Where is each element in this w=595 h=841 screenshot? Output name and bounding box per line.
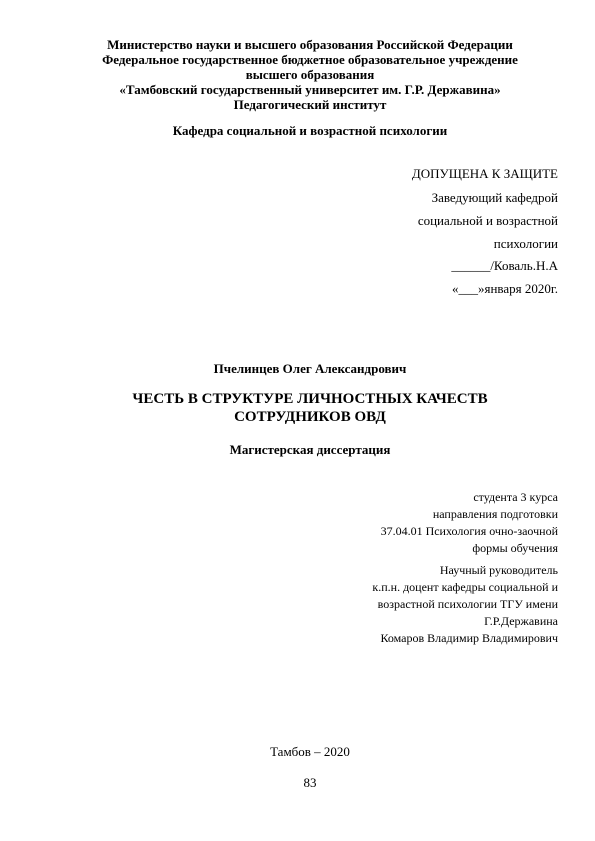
- university-type-line: Федеральное государственное бюджетное образовательное учреждение: [102, 52, 518, 67]
- approval-title: ДОПУЩЕНА К ЗАЩИТЕ: [411, 166, 558, 181]
- thesis-title-line-2: СОТРУДНИКОВ ОВД: [234, 409, 386, 425]
- supervisor-label: Научный руководитель: [439, 563, 558, 577]
- approval-line-department: социальной и возрастной: [417, 213, 558, 228]
- supervisor-info: [372, 562, 558, 647]
- supervisor-department: возрастной психологии ТГУ имени: [377, 597, 558, 611]
- approval-date: «___»января 2020г.: [451, 281, 558, 296]
- approval-line-head: Заведующий кафедрой: [431, 190, 558, 205]
- approval-line-psychology: психологии: [493, 236, 558, 251]
- student-program: 37.04.01 Психология очно-заочной: [380, 524, 558, 538]
- supervisor-position: к.п.н. доцент кафедры социальной и: [372, 580, 558, 594]
- student-info: [381, 489, 558, 557]
- student-course: студента 3 курса: [473, 490, 558, 504]
- university-name-line: «Тамбовский государственный университет им. Г.Р. Державина»: [119, 82, 501, 97]
- student-direction: направления подготовки: [432, 507, 558, 521]
- thesis-title: [40, 390, 580, 426]
- education-level-line: высшего образования: [245, 67, 375, 82]
- institute-line: Педагогический институт: [233, 97, 387, 112]
- approval-block: [258, 0, 558, 300]
- work-type: Магистерская диссертация: [229, 442, 391, 457]
- department-name: Кафедра социальной и возрастной психологии: [172, 123, 448, 138]
- supervisor-university: Г.Р.Державина: [484, 614, 558, 628]
- student-study-form: формы обучения: [472, 541, 558, 555]
- supervisor-name: Комаров Владимир Владимирович: [380, 631, 558, 645]
- author-name: Пчелинцев Олег Александрович: [213, 361, 407, 376]
- thesis-title-line-1: ЧЕСТЬ В СТРУКТУРЕ ЛИЧНОСТНЫХ КАЧЕСТВ: [132, 391, 488, 407]
- approval-signature: ______/Коваль.Н.А: [451, 258, 558, 273]
- page-number: 83: [303, 775, 317, 790]
- ministry-line: Министерство науки и высшего образования Российской Федерации: [107, 37, 513, 52]
- city-year: Тамбов – 2020: [270, 744, 350, 759]
